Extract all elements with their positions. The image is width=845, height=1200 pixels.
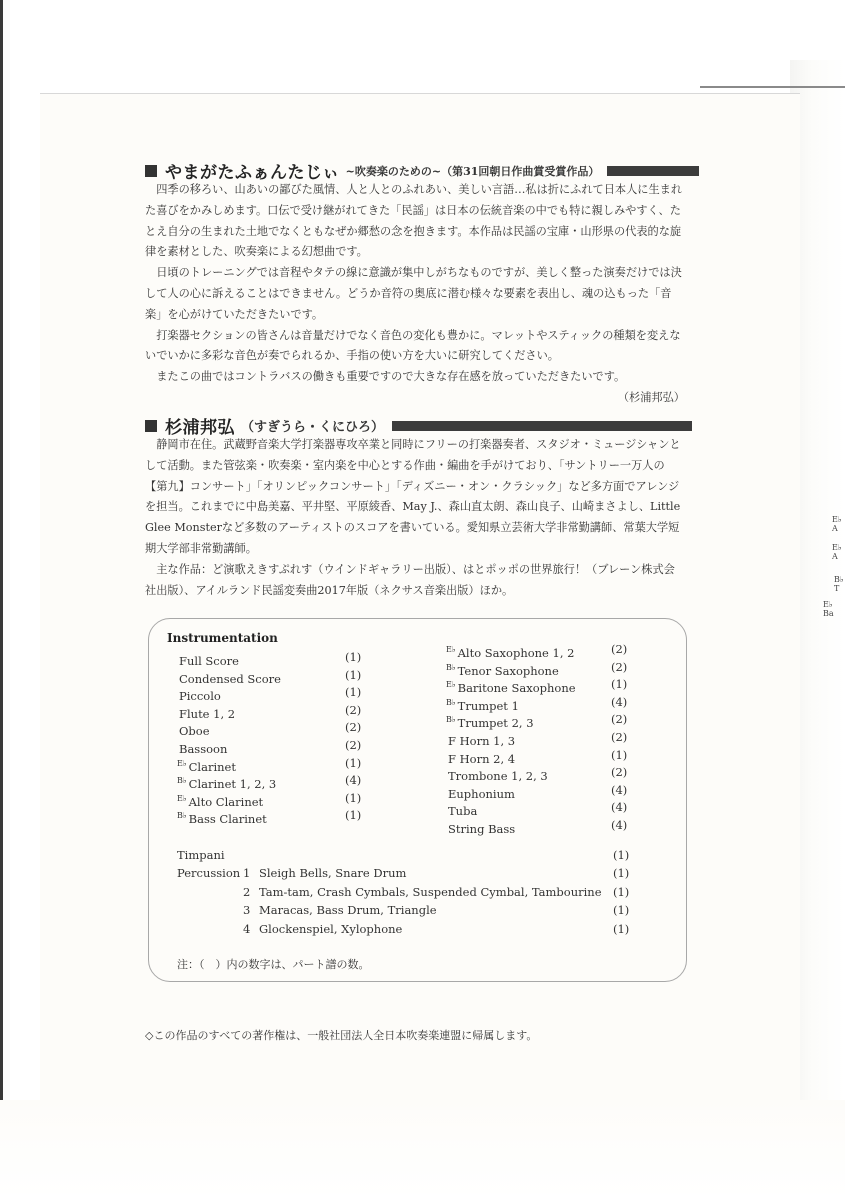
square-bullet-icon bbox=[145, 420, 157, 432]
paragraph: 静岡市在住。武蔵野音楽大学打楽器専攻卒業と同時にフリーの打楽器奏者、スタジオ・ミュージシャンとして活動。また管弦楽・吹奏楽・室内楽を中心とする作曲・編曲を手がけており、「サントリー一万人の【第九】コンサート」「オリンピックコンサート」「ディズニー・オン・クラシック」など多方面でアレンジを担当。これまでに中島美嘉、平井堅、平原綾香、May J.、森山直太朗、森山良子、山崎まさよし、Little Glee Monsterなど多数のアーティストのスコアを書いている。愛知県立芸術大学非常勤講師、常葉大学短期大学部非常勤講師。 bbox=[145, 438, 681, 555]
work-title: やまがたふぁんたじぃ bbox=[165, 163, 340, 183]
adjacent-page-fragment: E♭ A bbox=[832, 543, 842, 561]
page-bottom-edge bbox=[0, 1100, 845, 1200]
paragraph: またこの曲ではコントラバスの働きも重要ですので大きな存在感を放っていただきたいです。 bbox=[156, 370, 626, 384]
scan-left-edge bbox=[0, 0, 3, 1200]
percussion-row: Percussion 1 Sleigh Bells, Snare Drum (1) bbox=[177, 866, 630, 881]
copyright-notice: ◇この作品のすべての著作権は、一般社団法人全日本吹奏楽連盟に帰属します。 bbox=[145, 1029, 538, 1042]
parts-count-note: 注：（ ）内の数字は、パート譜の数。 bbox=[177, 958, 370, 971]
percussion-row: Timpani (1) bbox=[177, 848, 630, 862]
percussion-list bbox=[177, 846, 647, 938]
paragraph: 日頃のトレーニングでは音程やタテの線に意識が集中しがちなものですが、美しく整った演奏だけでは決して人の心に訴えることはできません。どうか音符の奥底に潜む様々な要素を表出し、魂の込もった「音楽」を心がけていただきたいです。 bbox=[145, 266, 682, 321]
signature: （杉浦邦弘） bbox=[617, 390, 685, 404]
page-fold-line bbox=[700, 86, 845, 88]
composer-name: 杉浦邦弘 bbox=[165, 418, 235, 438]
adjacent-page-fragment: E♭ A bbox=[832, 515, 842, 533]
adjacent-page-fragment: B♭ T bbox=[834, 575, 844, 593]
work-description bbox=[145, 180, 685, 409]
composer-bio bbox=[145, 435, 685, 601]
heading-bar bbox=[607, 166, 699, 176]
paragraph: 主な作品：ど演歌えきすぷれす（ウインドギャラリー出版）、はとポッポの世界旅行！（ブレーン株式会社出版）、アイルランド民謡変奏曲2017年版（ネクサス音楽出版）ほか。 bbox=[145, 562, 675, 597]
composer-reading: （すぎうら・くにひろ） bbox=[241, 420, 385, 435]
percussion-row: 4 Glockenspiel, Xylophone (1) bbox=[243, 921, 630, 936]
instrumentation-box: Instrumentation Full Score (1) Condensed Score (1) Piccolo (1) Flute 1, 2 (2) Oboe (2) Bassoon (2) $^{E♭}$ Clarinet (1) $^{B♭}$ Clarinet 1, 2, 3 (4) $^{E♭}$ Alto Clarinet (1) $^{B♭}$ Bass Clarinet (1) $^{E♭}$ Alto Saxophone 1, 2 (2) $^{B♭}$ Tenor Saxophone (2) $^{E♭}$ Baritone Saxophone (1) $^{B♭}$ Trumpet 1 (4) $^{B♭}$ Trumpet 2, 3 (2) F Horn 1, 3 (2) F Horn 2, 4 (1) Trombone 1, 2, 3 (2) Euphonium (4) Tuba (4) String Bass (4) Timpani (1) Percussion 1 Sleigh Bells, Snare Drum (1) 2 Tam-tam, Crash Cymbals, Suspended Cymbal, Tambourine (1) 3 Maracas, Bass Drum, Triangle (1) 4 Glockenspiel, Xylophone (1) 注：（ ）内の数字は、パート譜の数。 bbox=[148, 618, 687, 982]
square-bullet-icon bbox=[145, 165, 157, 177]
paragraph: 打楽器セクションの皆さんは音量だけでなく音色の変化も豊かに。マレットやスティックの種類を変えないでいかに多彩な音色が奏でられるか、手指の使い方を大いに研究してください。 bbox=[145, 328, 681, 363]
adjacent-page-fragment: E♭ Ba bbox=[823, 600, 834, 618]
work-subtitle: ~吹奏楽のための~（第31回朝日作曲賞受賞作品） bbox=[345, 164, 600, 178]
paragraph: 四季の移ろい、山あいの鄙びた風情、人と人とのふれあい、美しい言語…私は折にふれて日本人に生まれた喜びをかみしめます。口伝で受け継がれてきた「民謡」は日本の伝統音楽の中でも特に親しみやすく、たとえ自分の生まれた土地でなくともなぜか郷愁の念を抱きます。本作品は民謡の宝庫・山形県の代表的な旋律を素材とした、吹奏楽による幻想曲です。 bbox=[145, 183, 683, 259]
percussion-row: 2 Tam-tam, Crash Cymbals, Suspended Cymbal, Tambourine (1) bbox=[243, 884, 630, 899]
heading-bar bbox=[392, 421, 692, 431]
percussion-row: 3 Maracas, Bass Drum, Triangle (1) bbox=[243, 903, 630, 918]
instrumentation-title: Instrumentation bbox=[167, 631, 278, 645]
